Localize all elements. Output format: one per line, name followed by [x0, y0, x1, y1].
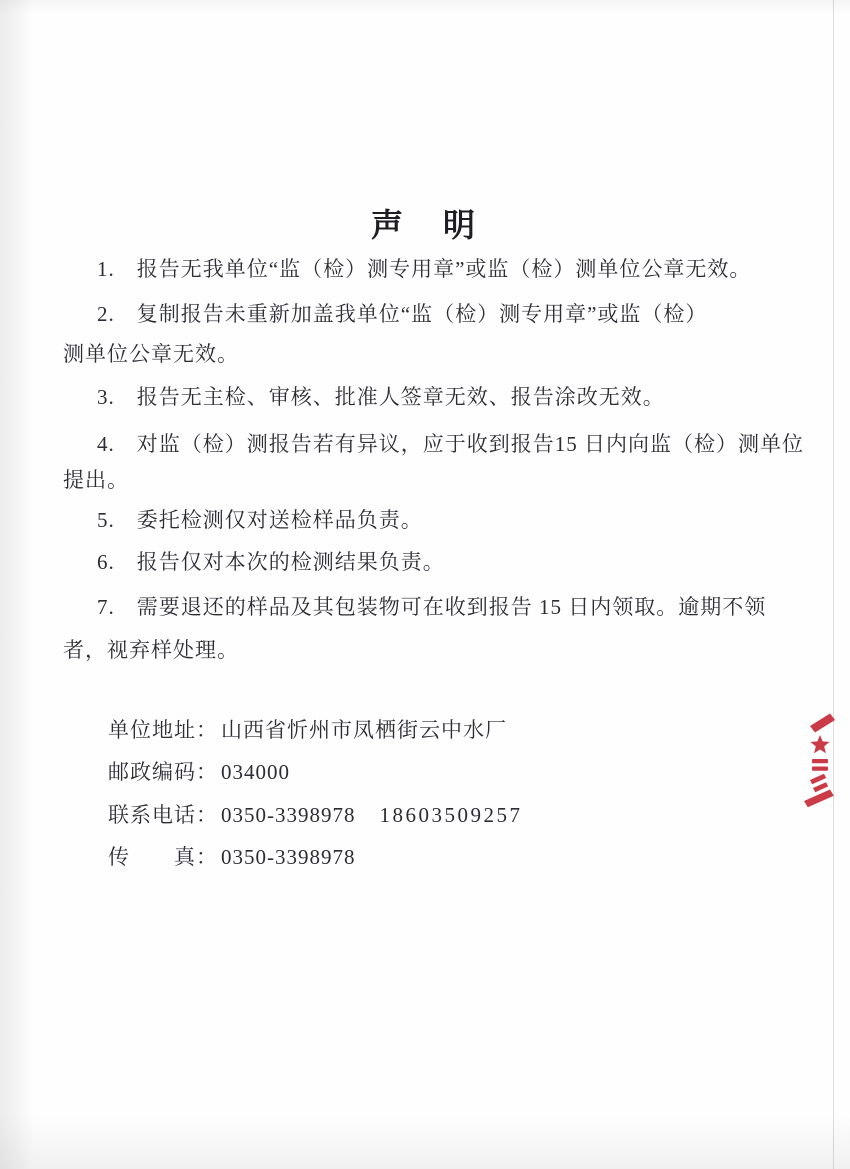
- scan-shadow-top: [0, 0, 850, 14]
- statement-line-6: 6. 报告仅对本次的检测结果负责。: [97, 550, 445, 574]
- scan-edge-line: [833, 0, 834, 1169]
- scan-shadow-bottom: [0, 1114, 850, 1169]
- contact-value-address: 山西省忻州市凤栖街云中水厂: [221, 718, 507, 742]
- contact-value2-phone: 18603509257: [379, 803, 523, 827]
- contact-label-address: 单位地址：: [108, 718, 218, 742]
- contact-label-fax: 传 真：: [108, 845, 218, 869]
- statement-line-2-cont: 测单位公章无效。: [63, 342, 239, 366]
- statement-line-7-cont: 者，视弃样处理。: [63, 638, 239, 662]
- contact-label-phone: 联系电话：: [108, 803, 218, 827]
- contact-row-phone: [108, 801, 523, 829]
- statement-line-3: 3. 报告无主检、审核、批准人签章无效、报告涂改无效。: [97, 385, 665, 409]
- contact-value-postcode: 034000: [221, 760, 290, 784]
- statement-line-5: 5. 委托检测仅对送检样品负责。: [97, 508, 423, 532]
- contact-value-phone: 0350-3398978: [221, 803, 356, 827]
- statement-line-1: 1. 报告无我单位“监（检）测专用章”或监（检）测单位公章无效。: [97, 257, 752, 281]
- contact-row-address: [108, 716, 531, 744]
- contact-label-postcode: 邮政编码：: [108, 760, 218, 784]
- statement-line-4: 4. 对监（检）测报告若有异议，应于收到报告15 日内向监（检）测单位: [97, 432, 804, 456]
- statement-line-4-cont: 提出。: [63, 468, 129, 492]
- red-seal-fragment-icon: [800, 710, 840, 808]
- contact-value-fax: 0350-3398978: [221, 845, 356, 869]
- page-title: 声 明: [371, 207, 480, 243]
- statement-line-2: 2. 复制报告未重新加盖我单位“监（检）测专用章”或监（检）: [97, 302, 708, 326]
- contact-row-postcode: [108, 758, 314, 786]
- statement-line-7: 7. 需要退还的样品及其包装物可在收到报告 15 日内领取。逾期不领: [97, 595, 767, 619]
- scan-shadow-left: [0, 0, 34, 1169]
- contact-row-fax: [108, 843, 380, 871]
